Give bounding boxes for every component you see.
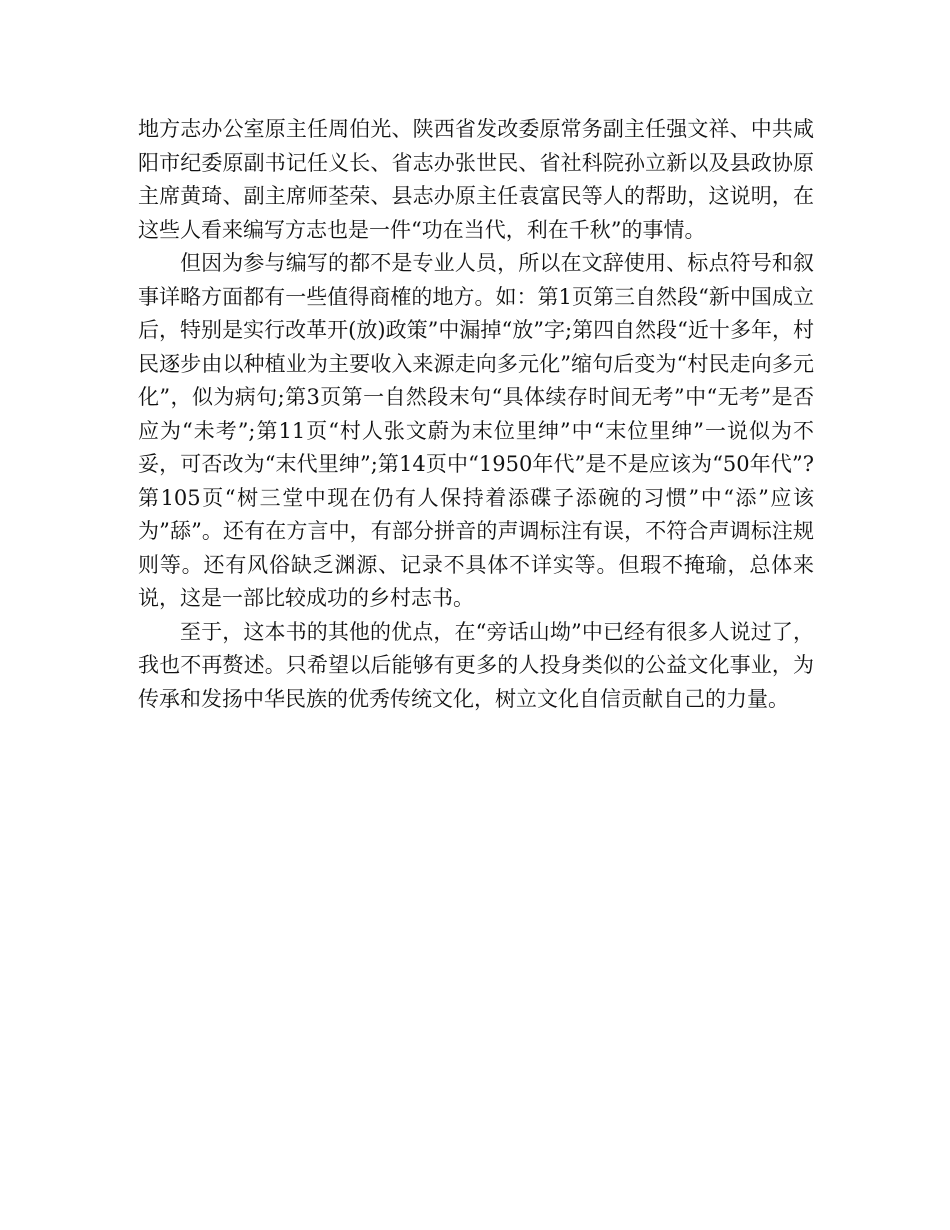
paragraph-conclusion: 至于，这本书的其他的优点，在“旁话山坳”中已经有很多人说过了，我也不再赘述。只希望以后能够有更多的人投身类似的公益文化事业，为传承和发扬中华民族的优秀传统文化，树立文化自信贡献自己的力量。 <box>138 619 814 711</box>
document-body <box>138 113 814 716</box>
paragraph-continuation: 地方志办公室原主任周伯光、陕西省发改委原常务副主任强文祥、中共咸阳市纪委原副书记任义长、省志办张世民、省社科院孙立新以及县政协原主席黄琦、副主席师荃荣、县志办原主任袁富民等人的帮助，这说明，在这些人看来编写方志也是一件“功在当代，利在千秋”的事情。 <box>138 117 814 242</box>
paragraph-critique: 但因为参与编写的都不是专业人员，所以在文辞使用、标点符号和叙事详略方面都有一些值得商榷的地方。如：第1页第三自然段“新中国成立后，特别是实行改革开(放)政策”中漏掉“放”字;第四自然段“近十多年，村民逐步由以种植业为主要收入来源走向多元化”缩句后变为“村民走向多元化”，似为病句;第3页第一自然段末句“具体续存时间无考”中“无考”是否应为“未考”;第11页“村人张文蔚为末位里绅”中“末位里绅”一说似为不妥，可否改为“末代里绅”;第14页中“1950年代”是不是应该为“50年代”?第105页“树三堂中现在仍有人保持着添碟子添碗的习惯”中“添”应该为”舔”。还有在方言中，有部分拼音的声调标注有误，不符合声调标注规则等。还有风俗缺乏渊源、记录不具体不详实等。但瑕不掩瑜，总体来说，这是一部比较成功的乡村志书。 <box>138 251 814 610</box>
